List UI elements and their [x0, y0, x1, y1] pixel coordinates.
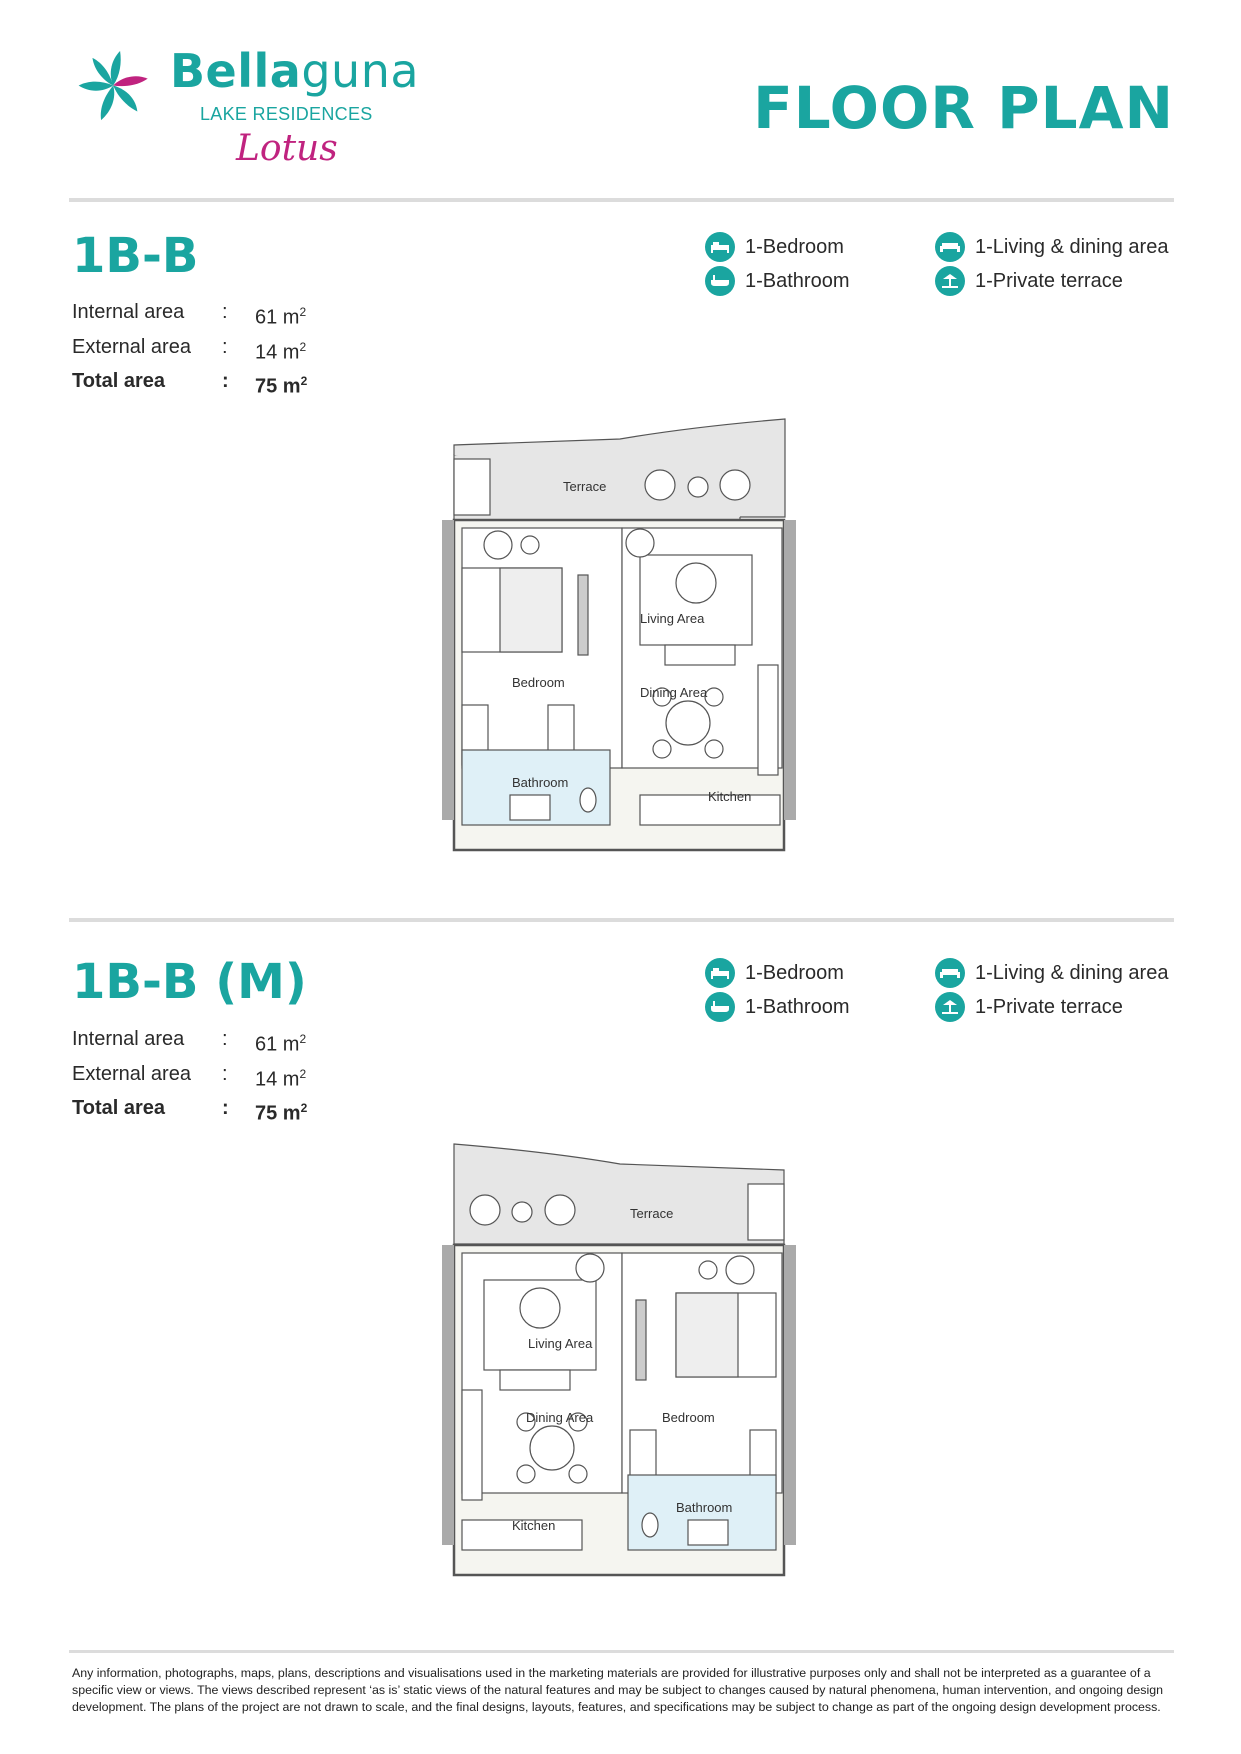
area-row-internal: Internal area : 61 $m^2$ — [72, 301, 307, 329]
feature-living: 1-Living & dining area — [935, 956, 1168, 990]
feature-terrace: 1-Private terrace — [935, 264, 1123, 298]
room-label-dining: Dining Area — [526, 1410, 594, 1425]
unit-title: 1B-B — [72, 228, 199, 284]
area-row-total: Total area : 75 $m^2$ — [72, 370, 308, 398]
divider — [69, 1650, 1174, 1653]
room-label-bathroom: Bathroom — [676, 1500, 733, 1515]
bathtub-icon — [705, 266, 735, 296]
room-label-living: Living Area — [640, 611, 705, 626]
divider — [69, 198, 1174, 202]
bed-icon — [705, 958, 735, 988]
feature-living: 1-Living & dining area — [935, 230, 1168, 264]
floor-plan-1b-b — [440, 415, 800, 855]
room-label-living: Living Area — [528, 1336, 593, 1351]
feature-bedroom: 1-Bedroom — [705, 230, 844, 264]
room-label-bedroom: Bedroom — [512, 675, 565, 690]
feature-bathroom: 1-Bathroom — [705, 990, 850, 1024]
brand-subtitle: LAKE RESIDENCES — [200, 104, 373, 124]
room-label-kitchen: Kitchen — [512, 1518, 556, 1533]
page-title: FLOOR PLAN — [753, 74, 1174, 142]
room-label-dining: Dining Area — [640, 685, 708, 700]
area-row-total: Total area : 75 $m^2$ — [72, 1097, 308, 1125]
divider — [69, 918, 1174, 922]
brand-name: Bellaguna — [170, 44, 420, 98]
area-table — [72, 298, 307, 402]
terrace-icon — [935, 992, 965, 1022]
bathtub-icon — [705, 992, 735, 1022]
room-label-bedroom: Bedroom — [662, 1410, 715, 1425]
sofa-icon — [935, 232, 965, 262]
lotus-logo-icon — [70, 44, 165, 134]
feature-bathroom: 1-Bathroom — [705, 264, 850, 298]
terrace-icon — [935, 266, 965, 296]
brand-script: Lotus — [236, 128, 338, 169]
room-label-kitchen: Kitchen — [708, 789, 752, 804]
area-row-internal: Internal area : 61 $m^2$ — [72, 1028, 307, 1056]
unit-title: 1B-B (M) — [72, 954, 307, 1010]
room-label-bathroom: Bathroom — [512, 775, 569, 790]
disclaimer: Any information, photographs, maps, plans, descriptions and visualisations used in the marketing materials are provided for illustrative purposes only and shall not be interpreted as a guarantee of a specific view or views. The views described represent ‘as is’ static views of the natural features and may be subject to changes caused by natural phenomena, human intervention, and ongoing design development. The plans of the project are not drawn to scale, and the final designs, layouts, features, and specifications may be subject to change as part of the ongoing design development process. — [72, 1666, 1163, 1714]
bed-icon — [705, 232, 735, 262]
room-label-terrace: Terrace — [630, 1206, 674, 1221]
floor-plan-1b-b-m — [440, 1140, 800, 1580]
area-row-external: External area : 14 $m^2$ — [72, 335, 307, 364]
area-row-external: External area : 14 $m^2$ — [72, 1062, 307, 1091]
sofa-icon — [935, 958, 965, 988]
room-label-terrace: Terrace — [563, 479, 607, 494]
feature-terrace: 1-Private terrace — [935, 990, 1123, 1024]
area-table — [72, 1025, 307, 1129]
feature-bedroom: 1-Bedroom — [705, 956, 844, 990]
